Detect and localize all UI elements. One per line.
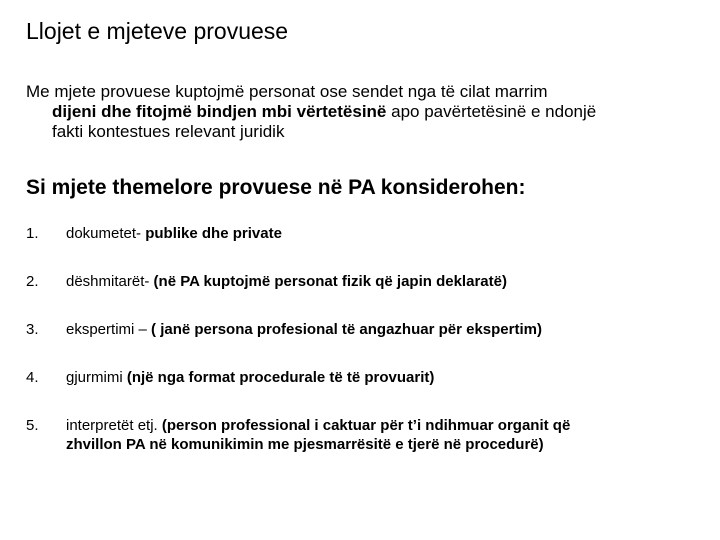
list-item-text <box>66 416 706 454</box>
list-item-number: 1. <box>26 225 39 242</box>
list-item-description: publike dhe private <box>141 225 282 242</box>
list-item-description: ( janë persona profesional të angazhuar për ekspertim) <box>146 321 542 338</box>
list-item-number: 4. <box>26 369 39 386</box>
list-item-description-cont: zhvillon PA në komunikimin me pjesmarrësitë e tjerë në procedurë) <box>66 436 544 453</box>
list-item-number: 5. <box>26 417 39 434</box>
list-item-term: interpretët etj. <box>66 417 158 434</box>
list-item-term: ekspertimi – <box>66 321 147 338</box>
list-item-description: (person professional i caktuar për t’i ndihmuar organit që <box>157 417 571 434</box>
list-item-description: (një nga format procedurale të të provuarit) <box>122 369 435 386</box>
intro-paragraph <box>26 82 696 142</box>
list-item-term: dëshmitarët- <box>66 273 150 290</box>
intro-line-2 <box>26 102 696 122</box>
slide-title: Llojet e mjeteve provuese <box>26 18 289 44</box>
intro-line-3: fakti kontestues relevant juridik <box>52 122 285 141</box>
list-item-term: dokumetet- <box>66 225 142 242</box>
list-item-text <box>66 320 706 339</box>
intro-line-1: Me mjete provuese kuptojmë personat ose sendet nga të cilat marrim <box>26 82 548 101</box>
list-item-number: 3. <box>26 321 39 338</box>
list-item-text <box>66 272 706 291</box>
list-item-number: 2. <box>26 273 39 290</box>
section-subtitle: Si mjete themelore provuese në PA konsiderohen: <box>26 176 526 199</box>
list-item-term: gjurmimi <box>66 369 123 386</box>
list-item-description: (në PA kuptojmë personat fizik që japin deklaratë) <box>149 273 507 290</box>
list-item-text <box>66 224 706 243</box>
intro-line-2-bold: dijeni dhe fitojmë bindjen mbi vërtetësinë <box>52 102 387 121</box>
list-item-text <box>66 368 706 387</box>
intro-line-2-rest: apo pavërtetësinë e ndonjë <box>386 102 597 121</box>
